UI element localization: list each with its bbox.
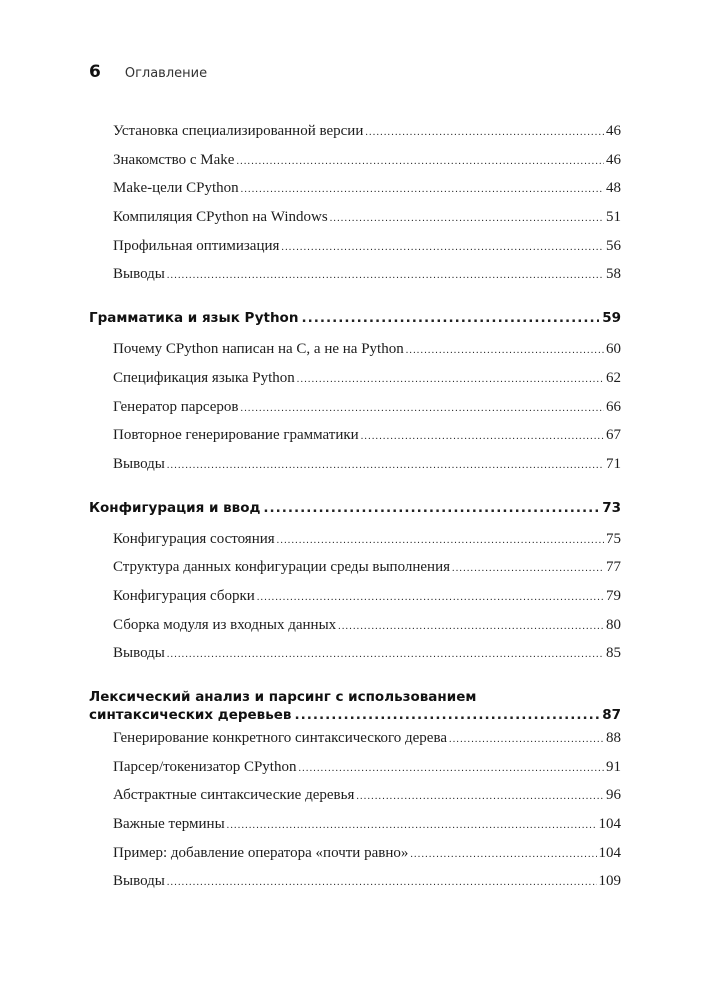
dot-leader bbox=[301, 309, 599, 327]
running-title: Оглавление bbox=[124, 66, 208, 81]
dot-leader bbox=[263, 499, 599, 517]
toc-entry-label: Конфигурация сборки bbox=[113, 587, 255, 604]
toc-entry[interactable] bbox=[89, 335, 621, 364]
page-header bbox=[89, 62, 207, 82]
toc-entry[interactable] bbox=[89, 639, 621, 668]
toc-chapter-lexical-analysis bbox=[89, 684, 621, 896]
dot-leader bbox=[277, 527, 604, 556]
toc-entry[interactable] bbox=[89, 421, 621, 450]
toc-entry[interactable] bbox=[89, 724, 621, 753]
toc-entry[interactable] bbox=[89, 753, 621, 782]
dot-leader bbox=[449, 726, 604, 755]
toc-entry-page: 96 bbox=[606, 787, 621, 804]
toc-chapter-grammar bbox=[89, 305, 621, 478]
toc-entry-page: 104 bbox=[598, 816, 621, 833]
toc-chapter-continued bbox=[89, 117, 621, 289]
toc-entry[interactable] bbox=[89, 582, 621, 611]
toc-entry-label: Спецификация языка Python bbox=[113, 369, 295, 386]
toc-entry-label: Генератор парсеров bbox=[113, 398, 239, 415]
toc-entry[interactable] bbox=[89, 867, 621, 896]
toc-entry[interactable] bbox=[89, 364, 621, 393]
toc-entry-page: 51 bbox=[606, 209, 621, 226]
chapter-title: Грамматика и язык Python bbox=[89, 310, 299, 327]
toc-entry-label: Знакомство с Make bbox=[113, 151, 235, 168]
toc-entry-label: Конфигурация состояния bbox=[113, 530, 275, 547]
toc-entry-page: 79 bbox=[606, 587, 621, 604]
toc-entry[interactable] bbox=[89, 781, 621, 810]
toc-entry-page: 77 bbox=[606, 559, 621, 576]
toc-entry-label: Абстрактные синтаксические деревья bbox=[113, 787, 355, 804]
dot-leader bbox=[330, 205, 604, 234]
dot-leader bbox=[257, 584, 604, 613]
chapter-heading[interactable] bbox=[89, 495, 621, 525]
toc-entry[interactable] bbox=[89, 203, 621, 232]
toc-entry-label: Выводы bbox=[113, 455, 165, 472]
toc-entry-label: Структура данных конфигурации среды выполнения bbox=[113, 559, 451, 576]
toc-entry-page: 48 bbox=[606, 180, 621, 197]
dot-leader bbox=[356, 783, 604, 812]
dot-leader bbox=[236, 148, 604, 177]
toc-entry-label: Почему CPython написан на C, а не на Python bbox=[113, 341, 404, 358]
chapter-page: 87 bbox=[602, 707, 621, 723]
toc-entry-page: 91 bbox=[606, 758, 621, 775]
chapter-title-line bbox=[89, 706, 621, 724]
toc-entry-page: 58 bbox=[606, 266, 621, 283]
toc-entry-label: Компиляция CPython на Windows bbox=[113, 209, 328, 226]
dot-leader bbox=[361, 423, 604, 452]
toc-chapter-configuration bbox=[89, 495, 621, 668]
toc-entry[interactable] bbox=[89, 393, 621, 422]
toc-entry-page: 85 bbox=[606, 645, 621, 662]
toc-entry[interactable] bbox=[89, 146, 621, 175]
toc-entry-label: Повторное генерирование грамматики bbox=[113, 427, 359, 444]
toc-entry-page: 60 bbox=[606, 341, 621, 358]
toc-entry[interactable] bbox=[89, 117, 621, 146]
dot-leader bbox=[298, 755, 604, 784]
chapter-heading[interactable] bbox=[89, 305, 621, 335]
toc-entry-label: Профильная оптимизация bbox=[113, 237, 280, 254]
dot-leader bbox=[452, 555, 604, 584]
toc-entry-label: Make-цели CPython bbox=[113, 180, 239, 197]
toc-entry-page: 67 bbox=[606, 427, 621, 444]
toc-entry-page: 66 bbox=[606, 398, 621, 415]
table-of-contents bbox=[89, 117, 621, 896]
toc-entry-page: 109 bbox=[598, 873, 621, 890]
toc-entry-label: Выводы bbox=[113, 266, 165, 283]
toc-entry-label: Важные термины bbox=[113, 816, 225, 833]
toc-entry-label: Выводы bbox=[113, 645, 165, 662]
chapter-heading[interactable] bbox=[89, 684, 621, 724]
toc-entry-label: Выводы bbox=[113, 873, 165, 890]
dot-leader bbox=[241, 176, 604, 205]
toc-entry[interactable] bbox=[89, 611, 621, 640]
page-number: 6 bbox=[89, 62, 101, 82]
chapter-title: Конфигурация и ввод bbox=[89, 499, 261, 516]
dot-leader bbox=[241, 395, 604, 424]
toc-entry[interactable] bbox=[89, 260, 621, 289]
toc-entry[interactable] bbox=[89, 839, 621, 868]
dot-leader bbox=[167, 262, 604, 291]
toc-entry-page: 62 bbox=[606, 369, 621, 386]
toc-entry[interactable] bbox=[89, 232, 621, 261]
dot-leader bbox=[338, 613, 604, 642]
dot-leader bbox=[227, 812, 597, 841]
dot-leader bbox=[294, 706, 599, 724]
dot-leader bbox=[167, 641, 604, 670]
chapter-page: 73 bbox=[602, 499, 621, 516]
dot-leader bbox=[167, 452, 604, 481]
toc-entry[interactable] bbox=[89, 450, 621, 479]
toc-entry-label: Установка специализированной версии bbox=[113, 123, 364, 139]
toc-entry-label: Пример: добавление оператора «почти равно» bbox=[113, 844, 409, 861]
chapter-page: 59 bbox=[602, 310, 621, 327]
dot-leader bbox=[297, 366, 604, 395]
toc-entry-page: 104 bbox=[598, 844, 621, 861]
toc-entry-page: 88 bbox=[606, 730, 621, 746]
toc-entry-label: Парсер/токенизатор CPython bbox=[113, 758, 297, 775]
chapter-title-part: Лексический анализ и парсинг с использованием bbox=[89, 689, 477, 705]
toc-entry[interactable] bbox=[89, 553, 621, 582]
toc-entry-label: Генерирование конкретного синтаксического дерева bbox=[113, 730, 447, 746]
toc-entry[interactable] bbox=[89, 174, 621, 203]
dot-leader bbox=[406, 337, 604, 366]
chapter-title-part: синтаксических деревьев bbox=[89, 707, 292, 723]
dot-leader bbox=[281, 234, 604, 263]
toc-entry-page: 46 bbox=[606, 151, 621, 168]
toc-entry-page: 75 bbox=[606, 530, 621, 547]
toc-entry[interactable] bbox=[89, 525, 621, 554]
toc-entry-page: 46 bbox=[606, 123, 621, 139]
toc-entry[interactable] bbox=[89, 810, 621, 839]
dot-leader bbox=[167, 869, 597, 898]
toc-entry-page: 80 bbox=[606, 616, 621, 633]
toc-entry-page: 56 bbox=[606, 237, 621, 254]
dot-leader bbox=[365, 119, 604, 148]
chapter-title-line bbox=[89, 688, 621, 706]
dot-leader bbox=[410, 841, 596, 870]
toc-entry-page: 71 bbox=[606, 455, 621, 472]
toc-entry-label: Сборка модуля из входных данных bbox=[113, 616, 337, 633]
